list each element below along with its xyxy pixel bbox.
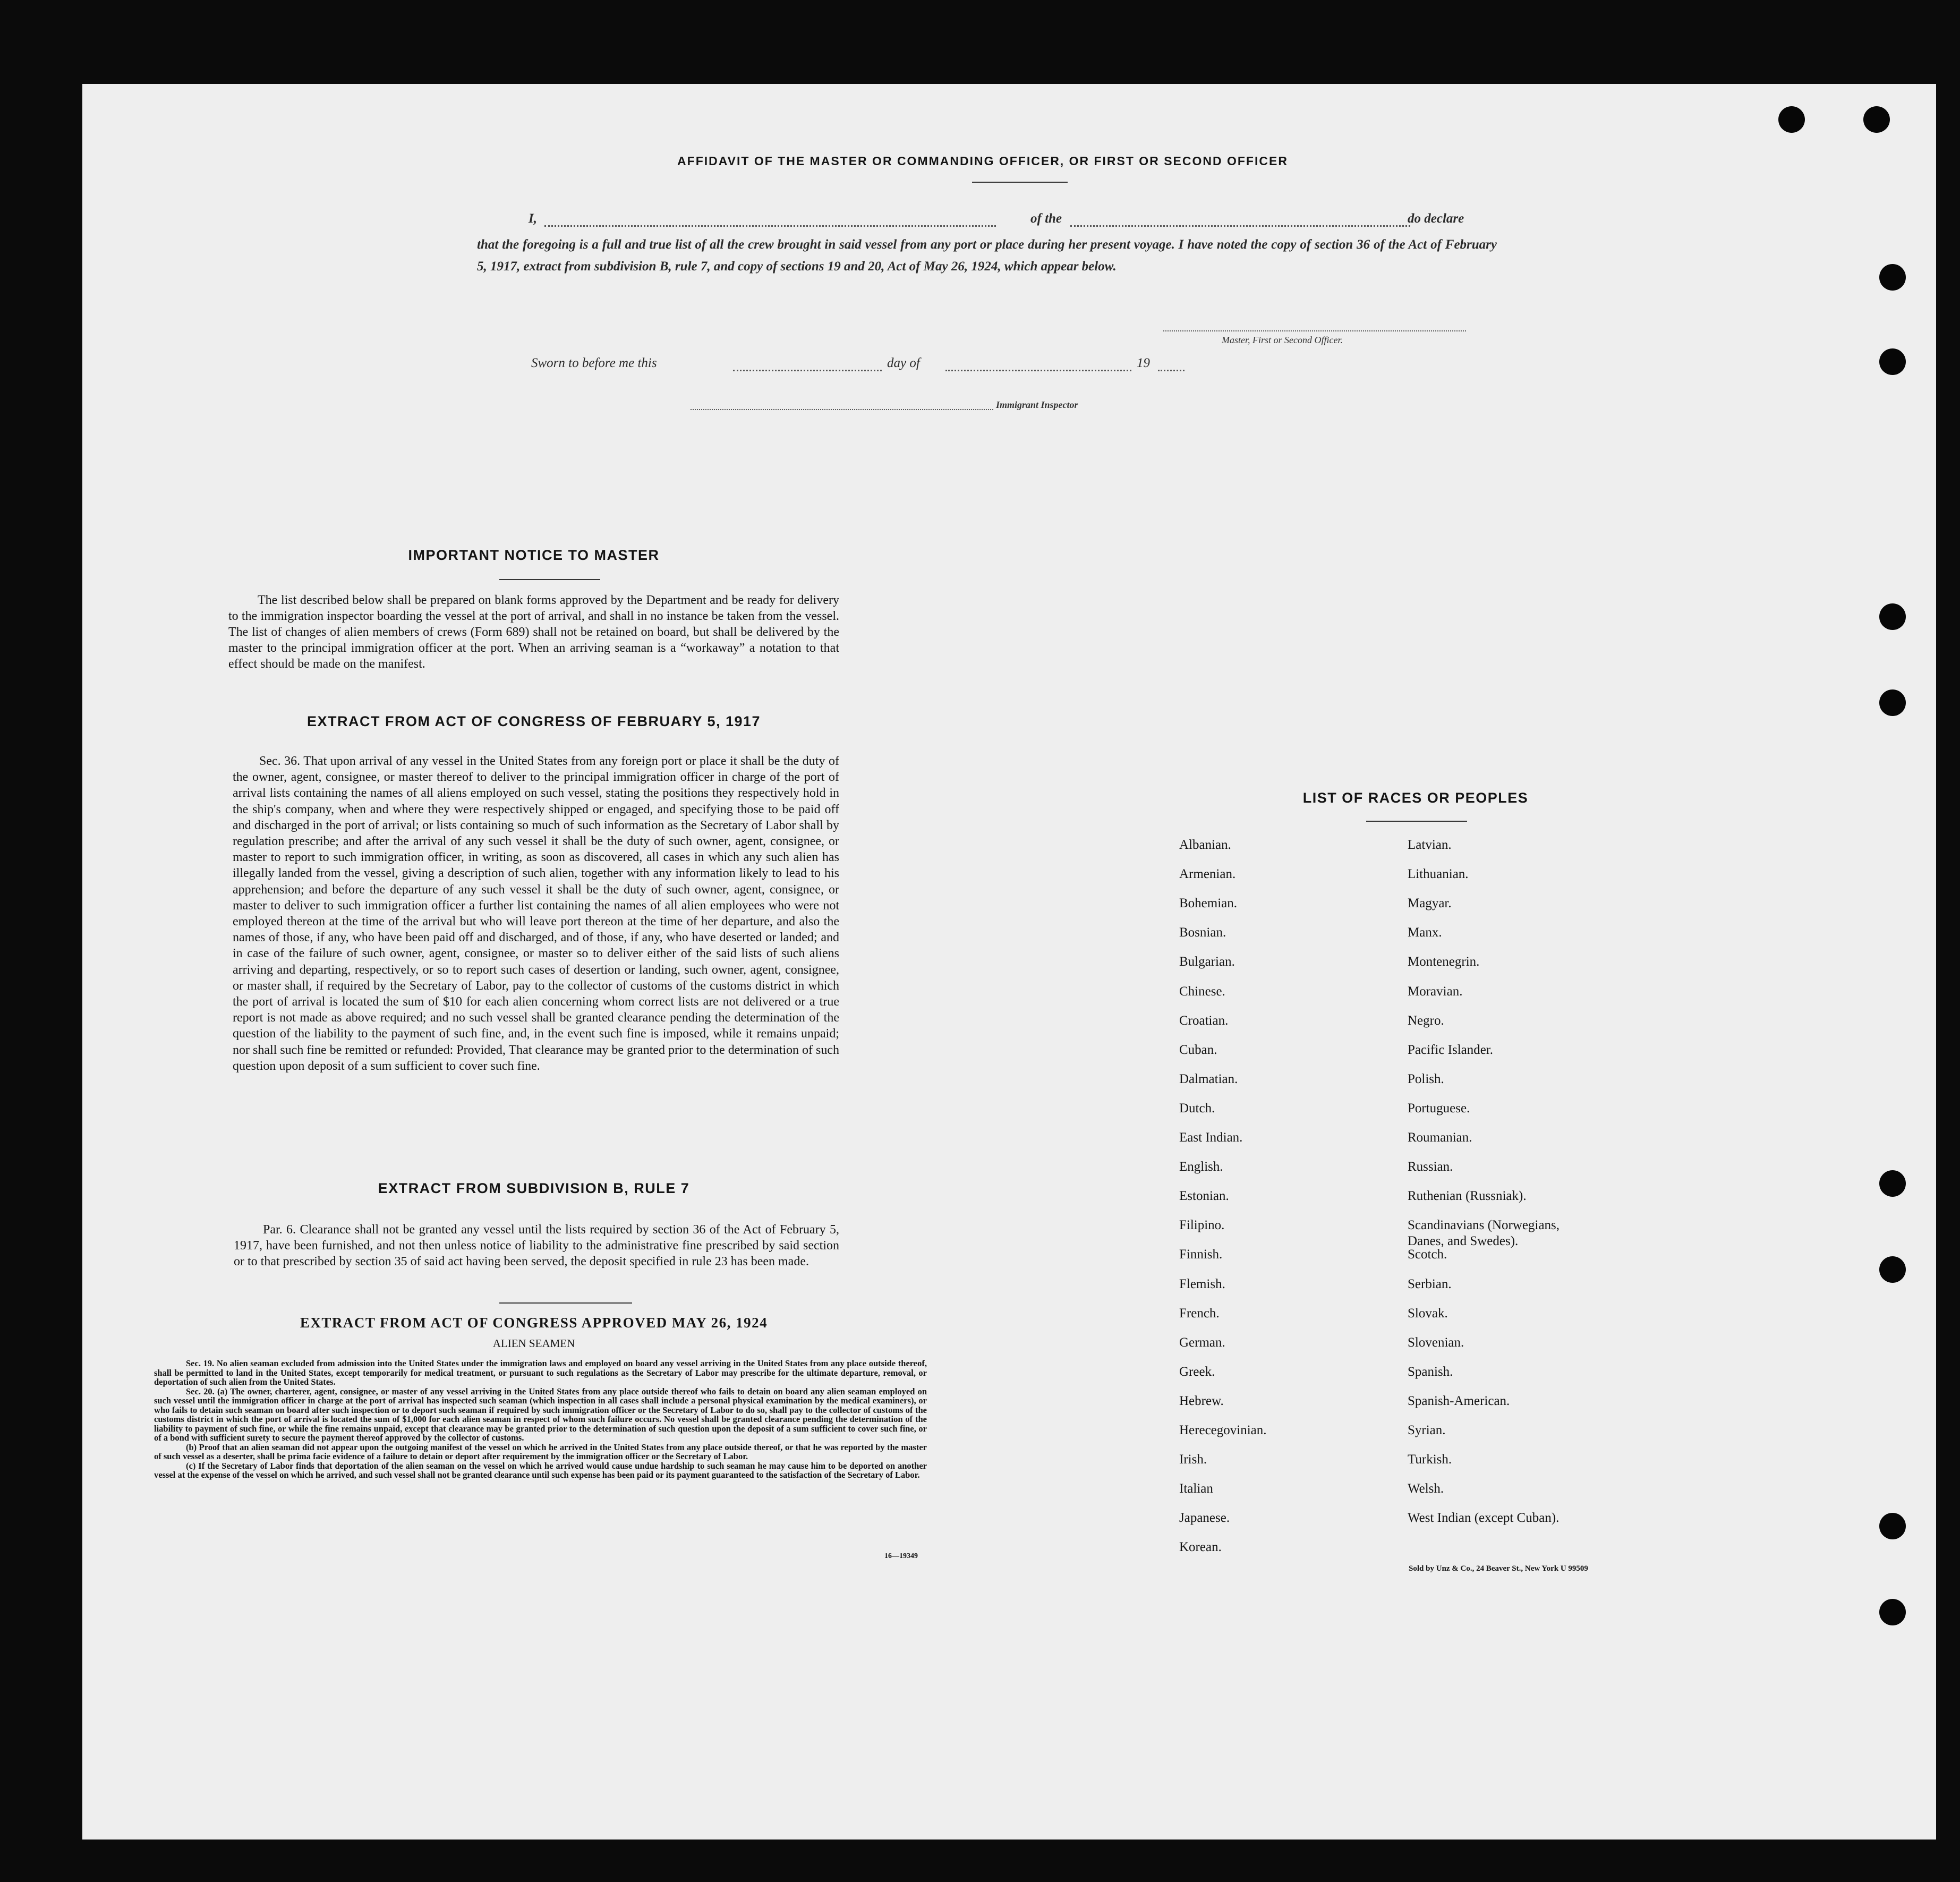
race-item-left: Bulgarian. — [1179, 955, 1235, 969]
race-item-right: Welsh. — [1408, 1481, 1444, 1496]
extract-rule7-text: Par. 6. Clearance shall not be granted any vessel until the lists required by section 36 of the Act of February 5, 1917, have been furnished, and not then unless notice of liability to the administrative fine prescribed by said section or to that prescribed by section 35 of said act having been served, the deposit specified in rule 23 has been made. — [234, 1223, 839, 1268]
race-item-right: Slovenian. — [1408, 1335, 1464, 1350]
extract-1924-title: EXTRACT FROM ACT OF CONGRESS APPROVED MAY 26, 1924 — [300, 1315, 768, 1331]
race-item-right: Portuguese. — [1408, 1101, 1470, 1115]
races-right-column — [1408, 838, 1647, 1560]
race-item-right: Polish. — [1408, 1072, 1444, 1086]
race-item-left: Italian — [1179, 1481, 1213, 1496]
publisher-imprint: Sold by Unz & Co., 24 Beaver St., New York U 99509 — [1409, 1564, 1588, 1573]
affidavit-of-the: of the — [1030, 211, 1062, 226]
race-item-right: Slovak. — [1408, 1306, 1448, 1321]
race-item-left: French. — [1179, 1306, 1220, 1321]
sec20b-text: (b) Proof that an alien seaman did not appear upon the outgoing manifest of the vessel on which he arrived in the United States from any place outside thereof, or that he was reported by the master of such vessel as a deserter, shall be prima facie evidence of a failure to detain or deport after requirement by the immigration officer or the Secretary of Labor. — [154, 1442, 927, 1461]
race-item-right: Serbian. — [1408, 1277, 1452, 1291]
extract-1924-body — [154, 1359, 927, 1480]
extract-1917-title: EXTRACT FROM ACT OF CONGRESS OF FEBRUARY 5, 1917 — [306, 713, 761, 729]
sec20a-text: Sec. 20. (a) The owner, charterer, agent, consignee, or master of any vessel arriving in the United States from any place outside thereof who fails to detain on board any alien seaman employed on such vessel until the immigration officer in charge at the port of arrival has inspected such seaman (which inspection in all cases shall include a personal physical examination by the medical examiners), or who fails to detain such seaman on board after such inspection or to deport such seaman if required by such immigration officer or the Secretary of Labor to do so, shall pay to the collector of customs of the customs district in which the port of arrival is located the sum of $1,000 for each alien seaman in respect of whom such failure occurs. No vessel shall be granted clearance pending the determination of the liability to payment of such fine, or while the fine remains unpaid, except that clearance may be granted prior to the determination of such question upon the deposit of a sum sufficient to cover such fine, or of a bond with sufficient surety to secure the payment thereof approved by the collector of customs. — [154, 1386, 927, 1443]
punch-hole — [1879, 1599, 1906, 1625]
affidavit-do-declare: do declare — [1408, 211, 1464, 226]
form-number: 16—19349 — [884, 1552, 918, 1560]
race-item-right: Spanish. — [1408, 1365, 1453, 1379]
sworn-line — [531, 356, 1200, 377]
race-item-left: Cuban. — [1179, 1043, 1217, 1057]
affidavit-body: that the foregoing is a full and true list of all the crew brought in said vessel from any port or place during her present voyage. I have noted the copy of section 36 of the Act of February 5, 1917, extract from subdivision B, rule 7, and copy of sections 19 and 20, Act of May 26, 1924, which appear below. — [477, 237, 1497, 274]
race-item-left: Flemish. — [1179, 1277, 1225, 1291]
race-item-right: Scandinavians (Norwegians, — [1408, 1218, 1560, 1232]
race-item-right: Turkish. — [1408, 1452, 1452, 1467]
race-item-left: Albanian. — [1179, 838, 1231, 852]
punch-hole — [1879, 1256, 1906, 1283]
punch-hole — [1879, 1513, 1906, 1539]
race-item-left: English. — [1179, 1160, 1223, 1174]
race-item-left: Dutch. — [1179, 1101, 1215, 1115]
race-item-left: Bohemian. — [1179, 896, 1238, 910]
inspector-signature-line[interactable] — [691, 409, 993, 410]
race-item-right: West Indian (except Cuban). — [1408, 1511, 1560, 1525]
races-title: LIST OF RACES OR PEOPLES — [1302, 790, 1529, 806]
race-item-right: Ruthenian (Russniak). — [1408, 1189, 1527, 1203]
race-item-left: Bosnian. — [1179, 925, 1226, 940]
notice-title: IMPORTANT NOTICE TO MASTER — [408, 547, 660, 563]
race-item-right: Russian. — [1408, 1160, 1453, 1174]
punch-hole — [1778, 106, 1805, 133]
sworn-prefix: Sworn to before me this — [531, 356, 657, 370]
sworn-year: 19 — [1137, 356, 1150, 370]
race-item-right: Moravian. — [1408, 984, 1463, 999]
sworn-day-blank[interactable] — [733, 370, 882, 371]
race-item-left: Greek. — [1179, 1365, 1215, 1379]
race-item-right: Scotch. — [1408, 1247, 1447, 1262]
race-item-right: Roumanian. — [1408, 1130, 1472, 1145]
race-item-right: Danes, and Swedes). — [1408, 1234, 1519, 1248]
race-item-right: Spanish-American. — [1408, 1394, 1510, 1408]
race-item-left: Dalmatian. — [1179, 1072, 1238, 1086]
race-item-left: Croatian. — [1179, 1014, 1229, 1028]
punch-hole — [1879, 603, 1906, 630]
race-item-left: Japanese. — [1179, 1511, 1230, 1525]
race-item-left: Armenian. — [1179, 867, 1236, 881]
race-item-right: Negro. — [1408, 1014, 1444, 1028]
race-item-right: Lithuanian. — [1408, 867, 1469, 881]
race-item-right: Montenegrin. — [1408, 955, 1480, 969]
extract-1924-subtitle: ALIEN SEAMEN — [492, 1337, 575, 1350]
notice-text: The list described below shall be prepared on blank forms approved by the Department and be ready for delivery to the immigration inspector boarding the vessel at the port of arrival, and shall in no instance be taken from the vessel. The list of changes of alien members of crews (Form 689) shall not be retained on board, but shall be delivered by the master to the principal immigration officer at the port. When an arriving seaman is a “workaway” a notation to that effect should be made on the manifest. — [228, 593, 839, 671]
race-item-left: Finnish. — [1179, 1247, 1223, 1262]
race-item-right: Latvian. — [1408, 838, 1452, 852]
race-item-right: Magyar. — [1408, 896, 1452, 910]
extract-rule7-title: EXTRACT FROM SUBDIVISION B, RULE 7 — [378, 1180, 690, 1196]
master-signature-label: Master, First or Second Officer. — [1222, 335, 1343, 345]
divider — [1366, 821, 1467, 822]
sworn-month-blank[interactable] — [945, 370, 1131, 371]
race-item-left: German. — [1179, 1335, 1225, 1350]
race-item-right: Syrian. — [1408, 1423, 1446, 1437]
race-item-left: Korean. — [1179, 1540, 1222, 1554]
punch-hole — [1879, 1170, 1906, 1197]
sec20c-text: (c) If the Secretary of Labor finds that deportation of the alien seaman on the vessel on which he arrived would cause undue hardship to such seaman he may cause him to be deported on another vessel at the expense of the vessel on which he arrived, and such vessel shall not be granted clearance until such expense has been paid or its payment guaranteed to the satisfaction of the Secretary of Labor. — [154, 1460, 927, 1480]
inspector-label: Immigrant Inspector — [996, 399, 1078, 410]
race-item-right: Pacific Islander. — [1408, 1043, 1494, 1057]
punch-hole — [1879, 689, 1906, 716]
extract-1917-text: Sec. 36. That upon arrival of any vessel in the United States from any foreign port or place it shall be the duty of the owner, agent, consignee, or master thereof to deliver to the principal immigration officer in charge of the port of arrival lists containing the names of all aliens employed on such vessel, stating the positions they respectively hold in the ship's company, when and where they were respectively shipped or engaged, and specifying those to be paid off and discharged in the port of arrival; or lists containing so much of such information as the Secretary of Labor shall by regulation prescribe; and after the arrival of any such vessel it shall be the duty of such owner, agent, consignee, or master to report to such immigration officer, in writing, as soon as discovered, all cases in which any such alien has illegally landed from the vessel, giving a description of such alien, together with any information likely to lead to his apprehension; and before the departure of any such vessel it shall be the duty of such owner, agent, consignee, or master to deliver to such immigration officer a further list containing the names of all alien employees who were not employed thereon at the time of the arrival but who will leave port thereon at the time of her departure, and also the names of those, if any, who have been paid off and discharged, and of those, if any, who have deserted or landed; and in case of the failure of such owner, agent, consignee, or master so to deliver either of the said lists of such aliens arriving and departing, respectively, or so to report such cases of desertion or landing, such owner, agent, consignee, or master shall, if required by the Secretary of Labor, pay to the collector of customs of the customs district in which the port of arrival is located the sum of $10 for each alien concerning whom correct lists are not delivered or a true report is not made as above required; and no such vessel shall be granted clearance pending the determination of the question of the liability to the payment of such fine, and, in the event such fine is imposed, while it remains unpaid; nor shall such fine be remitted or refunded: Provided, That clearance may be granted prior to the determination of such question upon deposit of a sum sufficient to cover such fine. — [233, 754, 839, 1073]
punch-hole — [1879, 348, 1906, 375]
race-item-left: Hebrew. — [1179, 1394, 1224, 1408]
punch-hole — [1863, 106, 1890, 133]
affidavit-i: I, — [529, 211, 537, 226]
race-item-right: Manx. — [1408, 925, 1442, 940]
race-item-left: Estonian. — [1179, 1189, 1229, 1203]
race-item-left: Chinese. — [1179, 984, 1225, 999]
punch-hole — [1879, 264, 1906, 291]
race-item-left: East Indian. — [1179, 1130, 1243, 1145]
races-left-column — [1179, 838, 1402, 1560]
sec19-text: Sec. 19. No alien seaman excluded from admission into the United States under the immigration laws and employed on board any vessel arriving in the United States from any place outside thereof, shall be permitted to land in the United States, except temporarily for medical treatment, or pursuant to such regulations as the Secretary of Labor may prescribe for the ultimate departure, removal, or deportation of such alien from the United States. — [154, 1358, 927, 1387]
divider — [499, 579, 600, 580]
sworn-year-blank[interactable] — [1158, 370, 1184, 371]
sworn-day-of: day of — [887, 356, 920, 370]
race-item-left: Herecegovinian. — [1179, 1423, 1267, 1437]
vessel-blank-line[interactable] — [1070, 225, 1410, 227]
affidavit-line-1 — [529, 211, 1495, 233]
master-signature-line[interactable] — [1163, 330, 1466, 331]
affidavit-title: AFFIDAVIT OF THE MASTER OR COMMANDING OFFICER, OR FIRST OR SECOND OFFICER — [677, 154, 1288, 168]
race-item-left: Filipino. — [1179, 1218, 1225, 1232]
divider — [499, 1302, 632, 1304]
divider — [972, 182, 1068, 183]
race-item-left: Irish. — [1179, 1452, 1207, 1467]
name-blank-line[interactable] — [544, 225, 996, 227]
